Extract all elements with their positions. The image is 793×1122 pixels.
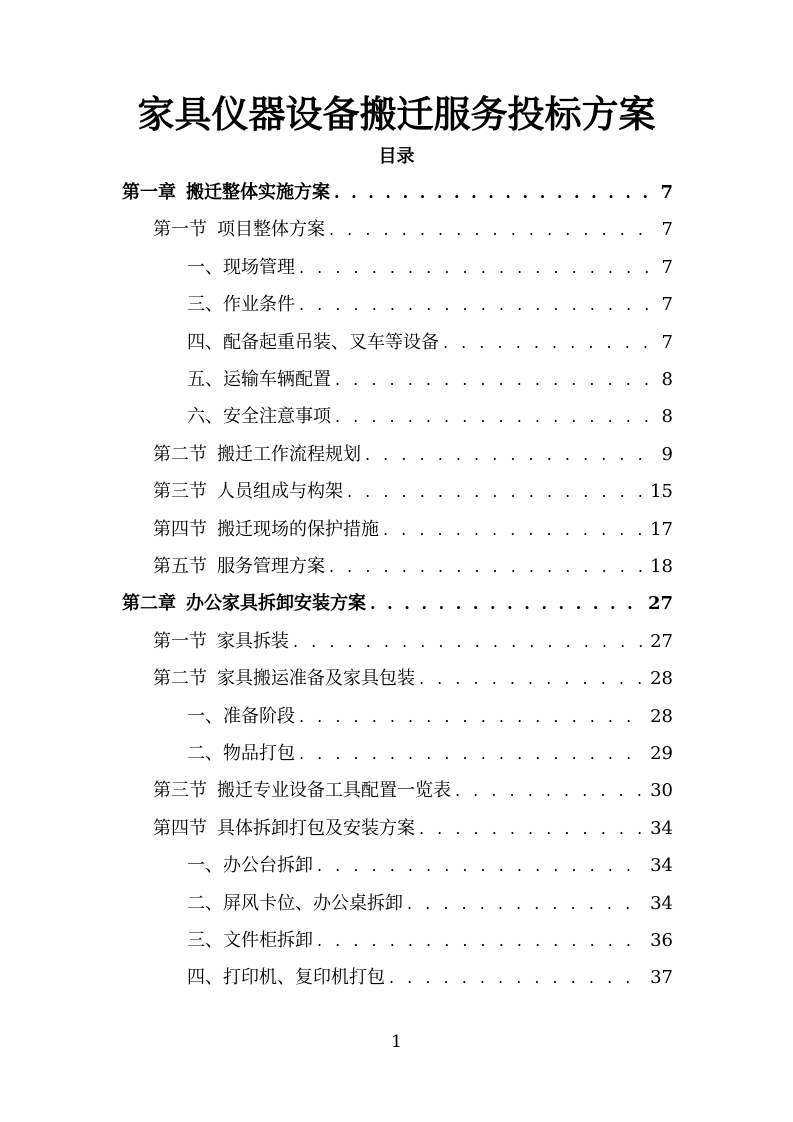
toc-entry[interactable]: [187, 963, 673, 993]
toc-entry[interactable]: [120, 589, 673, 619]
toc-dot-leader: [317, 926, 644, 956]
toc-entry-page: 18: [650, 556, 673, 577]
toc-entry-number: 第一章: [122, 182, 176, 203]
toc-entry-number: 第四节: [153, 518, 207, 540]
toc-entry-page: 34: [650, 855, 673, 877]
toc-dot-leader: [443, 328, 656, 358]
toc-entry[interactable]: [187, 328, 673, 358]
toc-dot-leader: [299, 290, 656, 320]
toc-dot-leader: [347, 477, 644, 507]
toc-entry-title: 办公家具拆卸安装方案: [186, 593, 366, 615]
toc-entry[interactable]: [153, 552, 673, 582]
toc-entry-number: 第四节: [153, 817, 207, 839]
toc-entry-title: 三、文件柜拆卸: [187, 930, 313, 951]
toc-entry-number: 第三节: [153, 780, 207, 802]
toc-entry[interactable]: [187, 851, 673, 881]
toc-dot-leader: [335, 402, 656, 432]
toc-dot-leader: [329, 552, 644, 582]
toc-entry-page: 7: [660, 182, 673, 203]
toc-dot-leader: [407, 889, 644, 919]
toc-entry-page: 28: [650, 668, 673, 690]
toc-entry[interactable]: [187, 926, 673, 956]
toc-entry[interactable]: [153, 215, 673, 245]
toc-entry-page: 8: [661, 406, 673, 428]
toc-entry-number: 第一节: [153, 630, 207, 652]
toc-entry-page: 29: [650, 743, 673, 764]
toc-entry-title: 搬迁专业设备工具配置一览表: [217, 780, 451, 802]
toc-entry-title: 一、现场管理: [187, 256, 295, 278]
toc-entry-page: 34: [650, 817, 673, 839]
toc-entry[interactable]: [153, 477, 673, 507]
toc-entry-title: 一、办公台拆卸: [187, 855, 313, 877]
toc-dot-leader: [335, 365, 656, 395]
toc-entry-page: 30: [650, 780, 673, 802]
toc-dot-leader: [317, 851, 644, 881]
toc-entry[interactable]: [187, 253, 673, 283]
toc-entry-page: 7: [661, 256, 673, 278]
toc-entry-page: 7: [661, 219, 673, 241]
toc-entry[interactable]: [120, 178, 673, 208]
toc-entry-title: 四、配备起重吊装、叉车等设备: [187, 331, 439, 353]
toc-entry[interactable]: [153, 515, 673, 545]
toc-entry-page: 27: [650, 630, 673, 652]
toc-entry-title: 五、运输车辆配置: [187, 369, 331, 390]
toc-entry-title: 二、物品打包: [187, 743, 295, 764]
toc-entry-title: 二、屏风卡位、办公桌拆卸: [187, 892, 403, 914]
toc-dot-leader: [334, 178, 654, 208]
toc-entry-title: 人员组成与构架: [217, 481, 343, 503]
toc-entry-page: 8: [661, 369, 673, 390]
toc-entry-title: 家具拆装: [217, 630, 289, 652]
toc-entry-page: 28: [650, 705, 673, 727]
toc-entry-number: 第二节: [153, 668, 207, 690]
toc-entry[interactable]: [153, 776, 673, 806]
toc-entry[interactable]: [153, 814, 673, 844]
toc-entry-page: 27: [647, 593, 673, 615]
toc-entry-number: 第三节: [153, 481, 207, 503]
toc-dot-leader: [329, 215, 656, 245]
toc-dot-leader: [365, 440, 656, 470]
toc-entry[interactable]: [153, 664, 673, 694]
toc-entry-page: 17: [650, 518, 673, 540]
toc-entry-page: 9: [661, 443, 673, 465]
toc-entry-title: 三、作业条件: [187, 294, 295, 316]
document-title: 家具仪器设备搬迁服务投标方案: [137, 92, 656, 136]
toc-dot-leader: [293, 627, 644, 657]
toc-dot-leader: [419, 814, 644, 844]
toc-entry-number: 第一节: [153, 219, 207, 241]
toc-entry-number: 第二章: [122, 593, 176, 615]
toc-dot-leader: [299, 702, 644, 732]
toc-entry-title: 四、打印机、复印机打包: [187, 967, 385, 989]
toc-entry-page: 7: [661, 331, 673, 353]
toc-dot-leader: [299, 253, 656, 283]
toc-entry-page: 7: [661, 294, 673, 316]
toc-heading: 目录: [378, 146, 415, 167]
toc-entry-page: 34: [650, 892, 673, 914]
toc-dot-leader: [419, 664, 644, 694]
toc-entry-title: 家具搬运准备及家具包装: [217, 668, 415, 690]
toc-entry-title: 搬迁现场的保护措施: [217, 518, 379, 540]
toc-entry[interactable]: [187, 290, 673, 320]
page-number: 1: [391, 1032, 402, 1052]
toc-entry[interactable]: [187, 402, 673, 432]
toc-entry[interactable]: [153, 440, 673, 470]
toc-entry[interactable]: [187, 702, 673, 732]
toc-entry[interactable]: [187, 739, 673, 769]
toc-entry-page: 15: [650, 481, 673, 503]
toc-entry-page: 36: [650, 930, 673, 951]
toc-entry-title: 搬迁工作流程规划: [217, 443, 361, 465]
toc-entry[interactable]: [187, 365, 673, 395]
toc-entry-title: 六、安全注意事项: [187, 406, 331, 428]
toc-dot-leader: [299, 739, 644, 769]
toc-dot-leader: [389, 963, 644, 993]
toc-entry-title: 搬迁整体实施方案: [186, 182, 330, 203]
toc-entry[interactable]: [187, 889, 673, 919]
toc-dot-leader: [383, 515, 644, 545]
toc-entry-page: 37: [650, 967, 673, 989]
toc-dot-leader: [370, 589, 642, 619]
toc-entry-title: 项目整体方案: [217, 219, 325, 241]
toc-entry-title: 一、准备阶段: [187, 705, 295, 727]
toc-entry-title: 服务管理方案: [217, 556, 325, 577]
toc-entry[interactable]: [153, 627, 673, 657]
toc-entry-number: 第五节: [153, 556, 207, 577]
toc-dot-leader: [455, 776, 644, 806]
toc-entry-title: 具体拆卸打包及安装方案: [217, 817, 415, 839]
toc-entry-number: 第二节: [153, 443, 207, 465]
